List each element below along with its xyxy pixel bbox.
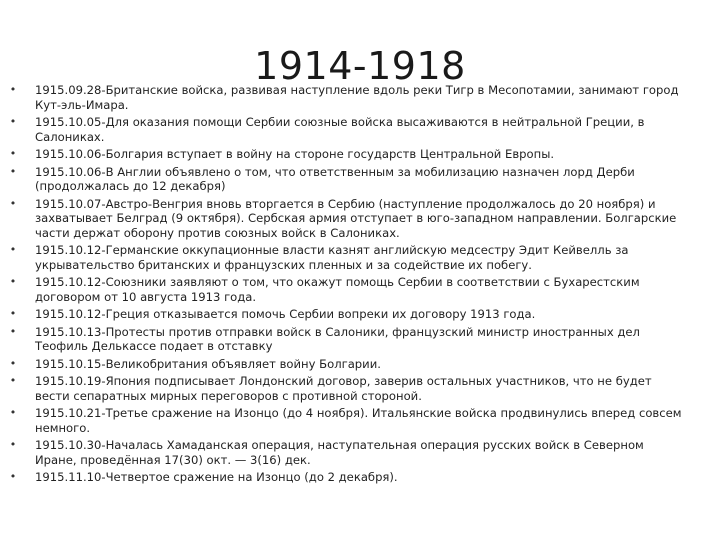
event-text: 1915.10.15-Великобритания объявляет войну Болгарии. xyxy=(35,356,381,371)
bullet-icon: • xyxy=(9,356,17,370)
event-item xyxy=(8,374,688,403)
bullet-icon: • xyxy=(9,307,17,320)
event-text: 1915.11.10-Четвертое сражение на Изонцо (до 2 декабря). xyxy=(35,470,398,484)
event-list xyxy=(8,83,688,488)
event-item xyxy=(8,470,688,485)
event-item xyxy=(8,307,688,322)
bullet-icon: • xyxy=(9,115,17,128)
event-text: 1915.10.30-Началась Хамаданская операция, наступательная операция русских войск в Северном Иране, проведённая 17(30) окт. — 3(16) дек. xyxy=(35,438,644,467)
event-item xyxy=(8,147,688,162)
event-text: 1915.10.21-Третье сражение на Изонцо (до 4 ноября). Итальянские войска продвинулись вперед совсем немного. xyxy=(35,406,682,435)
event-item xyxy=(8,275,688,304)
event-item xyxy=(8,243,688,272)
bullet-icon: • xyxy=(9,406,17,419)
event-text: 1915.10.05-Для оказания помощи Сербии союзные войска высаживаются в нейтральной Греции, в Салониках. xyxy=(35,115,645,144)
event-text: 1915.10.12-Союзники заявляют о том, что окажут помощь Сербии в соответствии с Бухарестским договором от 10 августа 1913 года. xyxy=(35,275,640,304)
event-item xyxy=(8,325,688,354)
bullet-icon: • xyxy=(9,83,17,96)
event-text: 1915.10.12-Греция отказывается помочь Сербии вопреки их договору 1913 года. xyxy=(35,307,536,321)
bullet-icon: • xyxy=(9,438,17,451)
bullet-icon: • xyxy=(9,147,17,160)
event-text: 1915.10.12-Германские оккупационные власти казнят английскую медсестру Эдит Кейвелль за укрывательство британских и французских пленных и за содействие их побегу. xyxy=(35,243,629,272)
bullet-icon: • xyxy=(9,324,17,338)
event-item xyxy=(8,438,688,467)
event-item xyxy=(8,357,688,372)
bullet-icon: • xyxy=(9,275,17,288)
bullet-icon: • xyxy=(9,196,17,210)
event-text: 1915.10.13-Протесты против отправки войск в Салоники, французский министр иностранных дел Теофиль Делькассе подает в отставку xyxy=(35,324,640,353)
bullet-icon: • xyxy=(9,374,17,387)
event-item xyxy=(8,197,688,241)
event-text: 1915.10.07-Австро-Венгрия вновь вторгается в Сербию (наступление продолжалось до 20 ноября) и захватывает Белград (9 октября). Сербская армия отступает в юго-западном направлении. Болгарские части держат оборону против союзных войск в Салониках. xyxy=(35,196,677,240)
event-item xyxy=(8,406,688,435)
event-item xyxy=(8,115,688,144)
event-item xyxy=(8,165,688,194)
bullet-icon: • xyxy=(9,470,17,483)
event-text: 1915.10.19-Япония подписывает Лондонский договор, заверив остальных участников, что не будет вести сепаратных мирных переговоров с противной стороной. xyxy=(35,374,652,403)
event-text: 1915.10.06-Болгария вступает в войну на стороне государств Центральной Европы. xyxy=(35,147,555,161)
event-text: 1915.09.28-Британские войска, развивая наступление вдоль реки Тигр в Месопотамии, занимают город Кут-эль-Имара. xyxy=(35,83,679,112)
bullet-icon: • xyxy=(9,164,17,178)
bullet-icon: • xyxy=(9,243,17,256)
event-text: 1915.10.06-В Англии объявлено о том, что ответственным за мобилизацию назначен лорд Дерби (продолжалась до 12 декабря) xyxy=(35,164,635,193)
slide-title: 1914-1918 xyxy=(254,44,466,88)
event-item xyxy=(8,83,688,112)
